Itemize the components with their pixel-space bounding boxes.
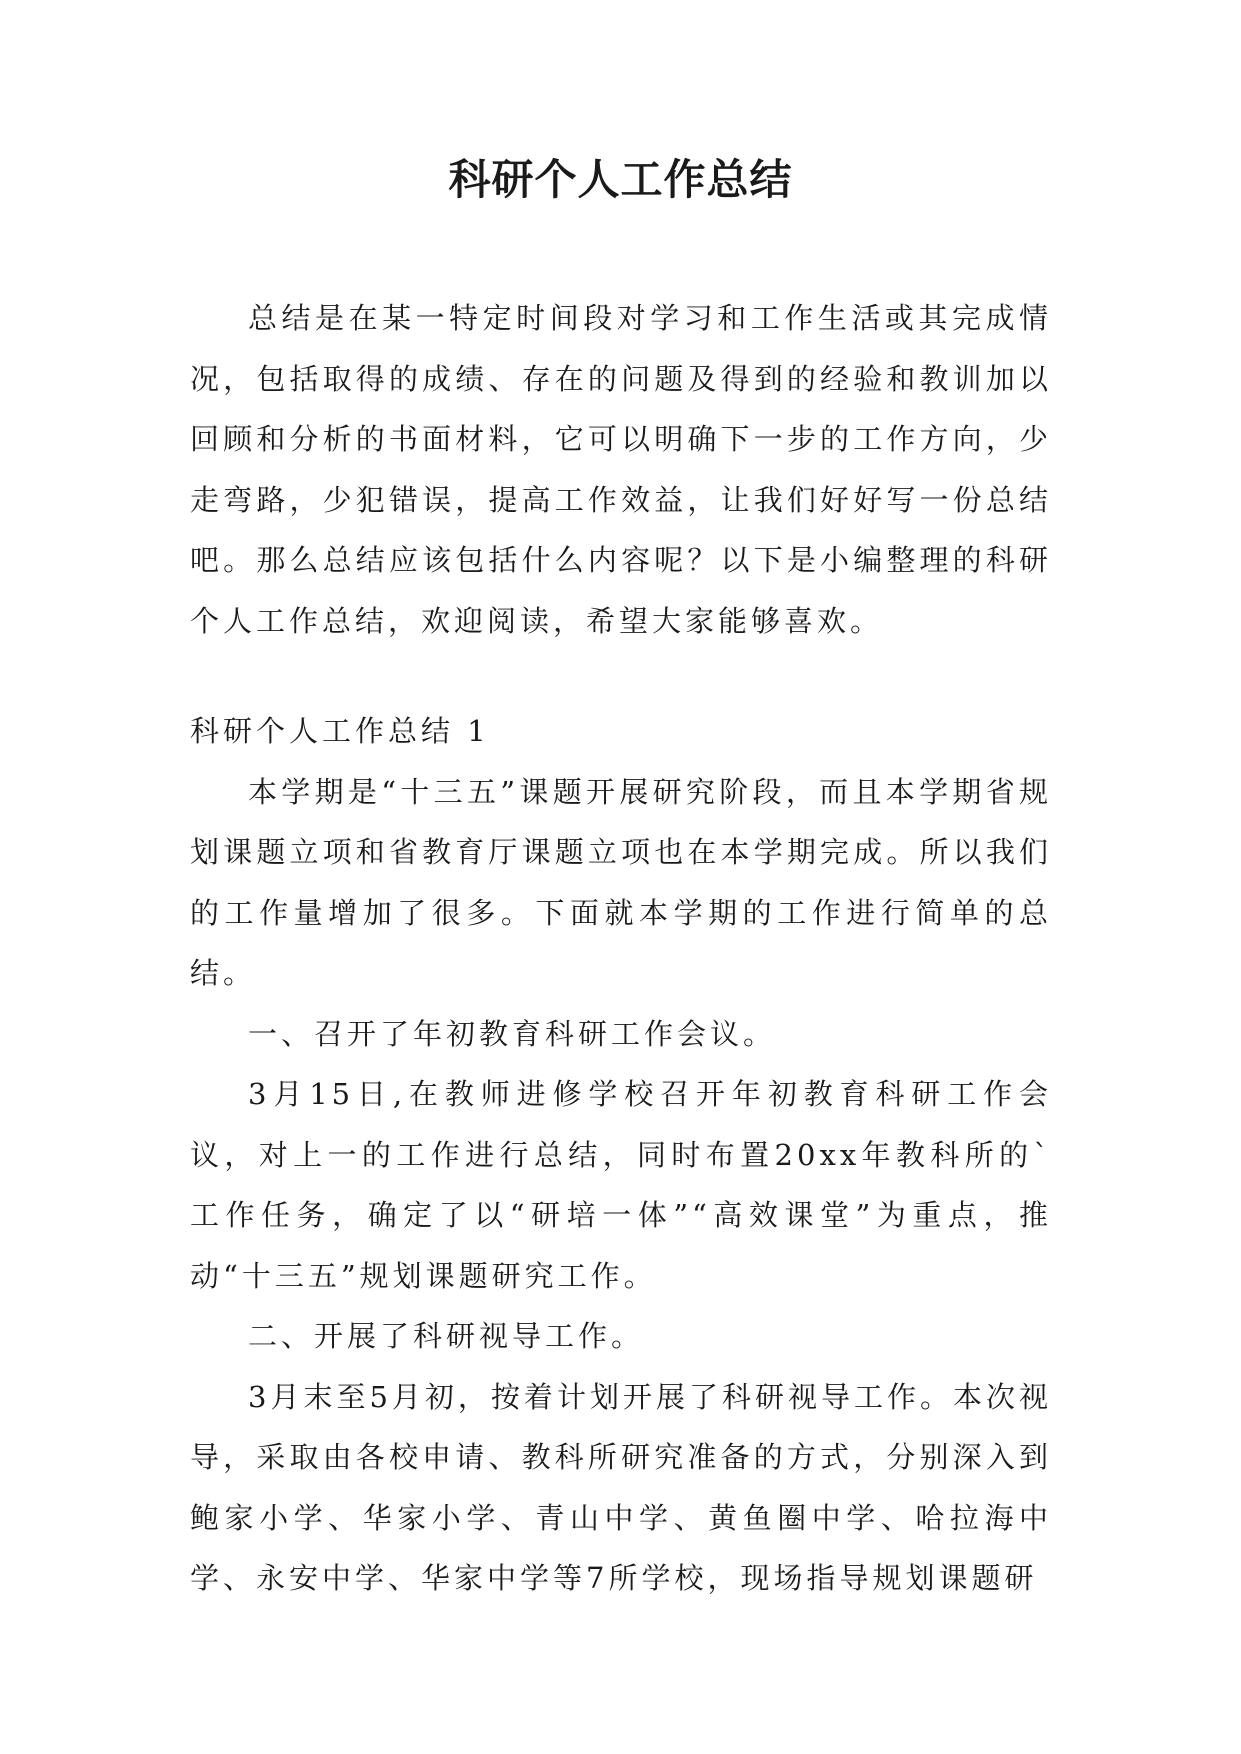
document-title: 科研个人工作总结 <box>448 155 793 204</box>
body-paragraph: 本学期是“十三五”课题开展研究阶段，而且本学期省规划课题立项和省教育厅课题立项也在本学期完成。所以我们的工作量增加了很多。下面就本学期的工作进行简单的总结。 <box>190 774 1052 990</box>
body-paragraph: 3月末至5月初，按着计划开展了科研视导工作。本次视导，采取由各校申请、教科所研究准备的方式，分别深入到鲍家小学、华家小学、青山中学、黄鱼圈中学、哈拉海中学、永安中学、华家中学等7所学校，现场指导规划课题研 <box>190 1379 1052 1595</box>
subheading-paragraph: 一、召开了年初教育科研工作会议。 <box>248 1016 777 1051</box>
section-heading: 科研个人工作总结 1 <box>190 714 490 748</box>
document-body <box>190 288 1052 1609</box>
intro-paragraph: 总结是在某一特定时间段对学习和工作生活或其完成情况，包括取得的成绩、存在的问题及得到的经验和教训加以回顾和分析的书面材料，它可以明确下一步的工作方向，少走弯路，少犯错误，提高工作效益，让我们好好写一份总结吧。那么总结应该包括什么内容呢？以下是小编整理的科研个人工作总结，欢迎阅读，希望大家能够喜欢。 <box>190 301 1052 638</box>
section-spacer <box>190 651 1052 701</box>
subheading-paragraph: 二、开展了科研视导工作。 <box>248 1319 645 1353</box>
body-paragraph: 3月15日,在教师进修学校召开年初教育科研工作会议，对上一的工作进行总结，同时布置20xx年教科所的`工作任务，确定了以“研培一体”“高效课堂”为重点，推动“十三五”规划课题研究工作。 <box>190 1077 1052 1293</box>
